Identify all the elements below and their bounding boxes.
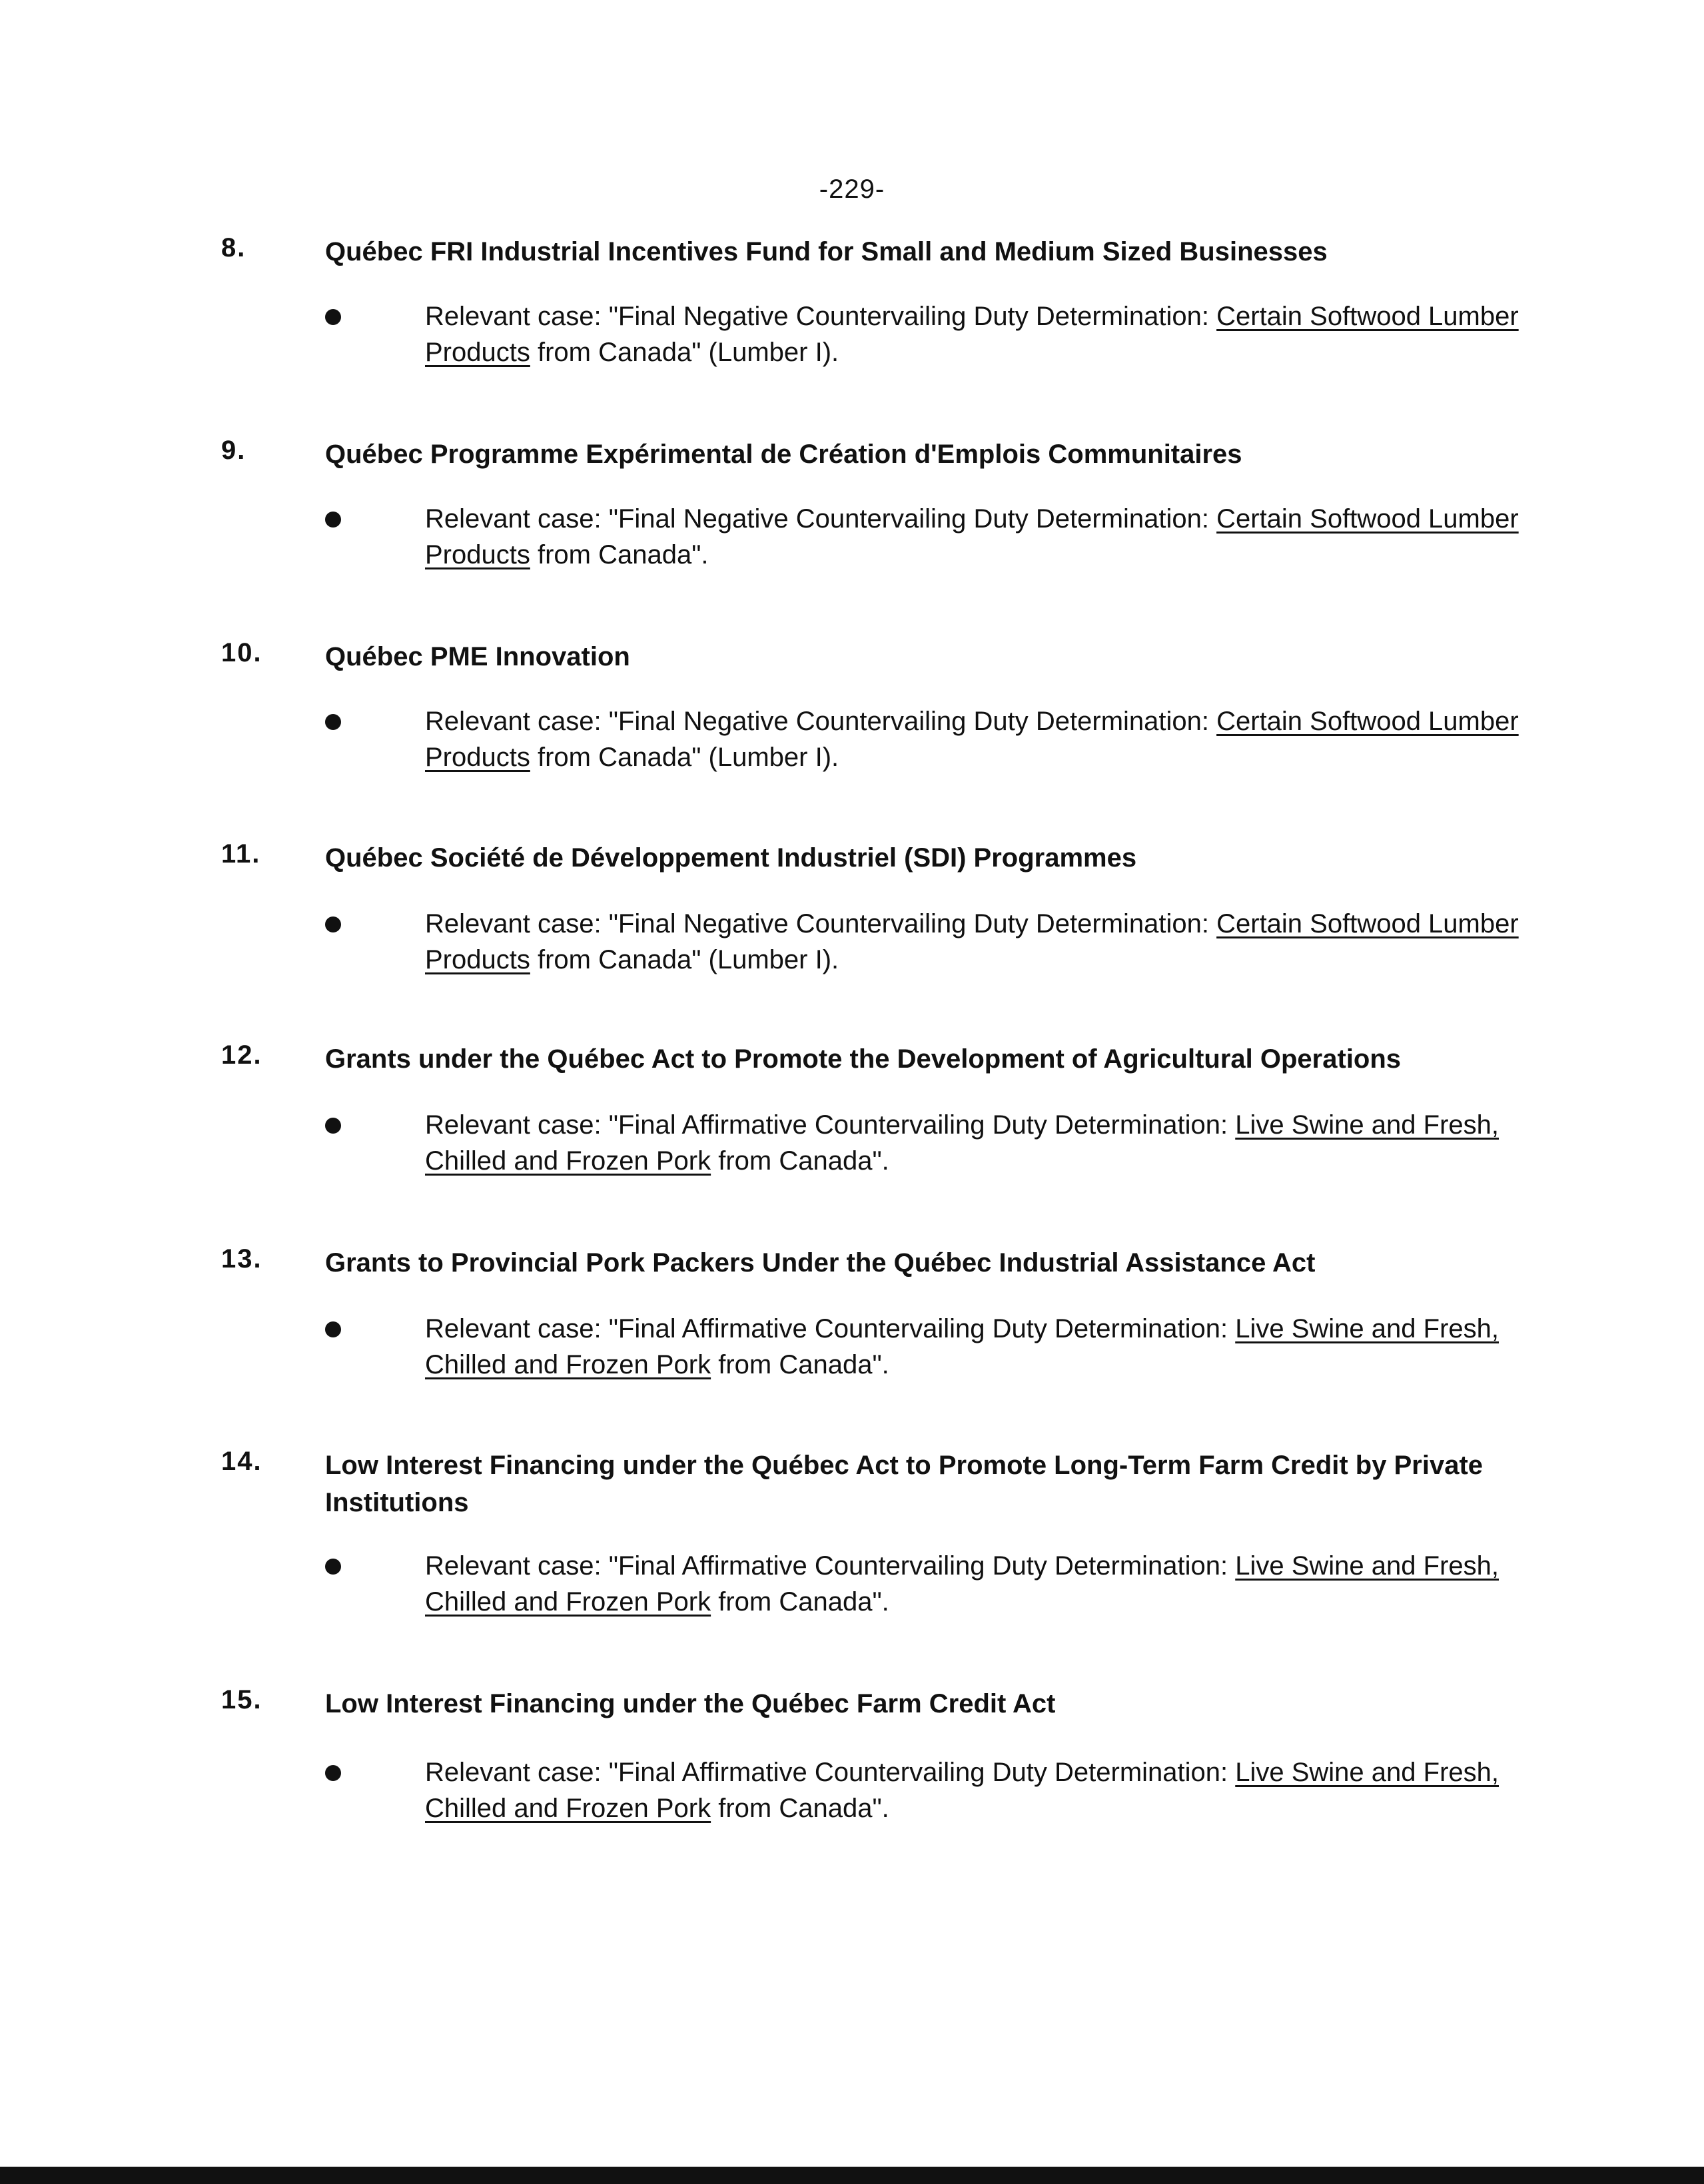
case-text — [425, 703, 1571, 775]
item-title: Low Interest Financing under the Québec Farm Credit Act — [325, 1689, 1056, 1718]
scan-edge-border — [0, 2167, 1704, 2184]
case-text — [425, 1754, 1571, 1826]
case-text — [425, 1107, 1571, 1179]
bullet-icon — [325, 1765, 341, 1781]
bullet-icon — [325, 714, 341, 730]
case-prefix: Relevant case: "Final Affirmative Countervailing Duty Determination: — [425, 1758, 1236, 1787]
case-suffix: from Canada". — [711, 1587, 889, 1617]
bullet-icon — [325, 916, 341, 932]
item-number: 9. — [221, 436, 246, 465]
item-number: 13. — [221, 1244, 262, 1274]
case-title: Certain Softwood Lumber Products — [425, 504, 1519, 569]
case-title: Certain Softwood Lumber Products — [425, 302, 1519, 367]
case-title: Live Swine and Fresh, Chilled and Frozen Pork — [425, 1110, 1499, 1176]
case-suffix: from Canada" (Lumber I). — [530, 338, 839, 367]
case-suffix: from Canada". — [711, 1794, 889, 1823]
item-number: 14. — [221, 1447, 262, 1476]
bullet-icon — [325, 309, 341, 325]
bullet-icon — [325, 1118, 341, 1134]
case-text — [425, 501, 1571, 573]
bullet-icon — [325, 512, 341, 528]
case-prefix: Relevant case: "Final Affirmative Countervailing Duty Determination: — [425, 1314, 1236, 1343]
case-suffix: from Canada" (Lumber I). — [530, 743, 839, 772]
case-text — [425, 906, 1571, 978]
case-title: Certain Softwood Lumber Products — [425, 909, 1519, 974]
case-suffix: from Canada". — [530, 540, 709, 569]
case-suffix: from Canada" (Lumber I). — [530, 945, 839, 974]
item-number: 12. — [221, 1040, 262, 1070]
case-title: Live Swine and Fresh, Chilled and Frozen Pork — [425, 1551, 1499, 1617]
case-suffix: from Canada". — [711, 1350, 889, 1379]
bullet-icon — [325, 1559, 341, 1575]
case-text — [425, 298, 1571, 370]
case-title: Live Swine and Fresh, Chilled and Frozen Pork — [425, 1314, 1499, 1379]
item-title: Québec PME Innovation — [325, 642, 630, 671]
item-number: 11. — [221, 839, 261, 869]
case-title: Certain Softwood Lumber Products — [425, 707, 1519, 772]
case-text — [425, 1311, 1571, 1383]
case-prefix: Relevant case: "Final Affirmative Countervailing Duty Determination: — [425, 1110, 1236, 1140]
item-title: Grants to Provincial Pork Packers Under the Québec Industrial Assistance Act — [325, 1248, 1316, 1277]
item-title: Grants under the Québec Act to Promote the Development of Agricultural Operations — [325, 1044, 1402, 1074]
case-prefix: Relevant case: "Final Negative Countervailing Duty Determination: — [425, 909, 1217, 938]
item-title: Québec Programme Expérimental de Création d'Emplois Communitaires — [325, 440, 1242, 469]
item-number: 8. — [221, 233, 246, 262]
case-suffix: from Canada". — [711, 1146, 889, 1176]
case-prefix: Relevant case: "Final Negative Countervailing Duty Determination: — [425, 707, 1217, 736]
item-number: 10. — [221, 638, 262, 667]
item-title: Québec FRI Industrial Incentives Fund for Small and Medium Sized Businesses — [325, 237, 1328, 266]
case-prefix: Relevant case: "Final Negative Countervailing Duty Determination: — [425, 504, 1217, 534]
item-title: Québec Société de Développement Industriel (SDI) Programmes — [325, 843, 1137, 873]
page-number: -229- — [819, 175, 885, 204]
item-title: Low Interest Financing under the Québec Act to Promote Long-Term Farm Credit by Private Institutions — [325, 1451, 1484, 1517]
case-title: Live Swine and Fresh, Chilled and Frozen Pork — [425, 1758, 1499, 1823]
bullet-icon — [325, 1321, 341, 1337]
case-prefix: Relevant case: "Final Affirmative Countervailing Duty Determination: — [425, 1551, 1236, 1581]
case-prefix: Relevant case: "Final Negative Countervailing Duty Determination: — [425, 302, 1217, 331]
case-text — [425, 1548, 1571, 1620]
item-number: 15. — [221, 1685, 262, 1714]
